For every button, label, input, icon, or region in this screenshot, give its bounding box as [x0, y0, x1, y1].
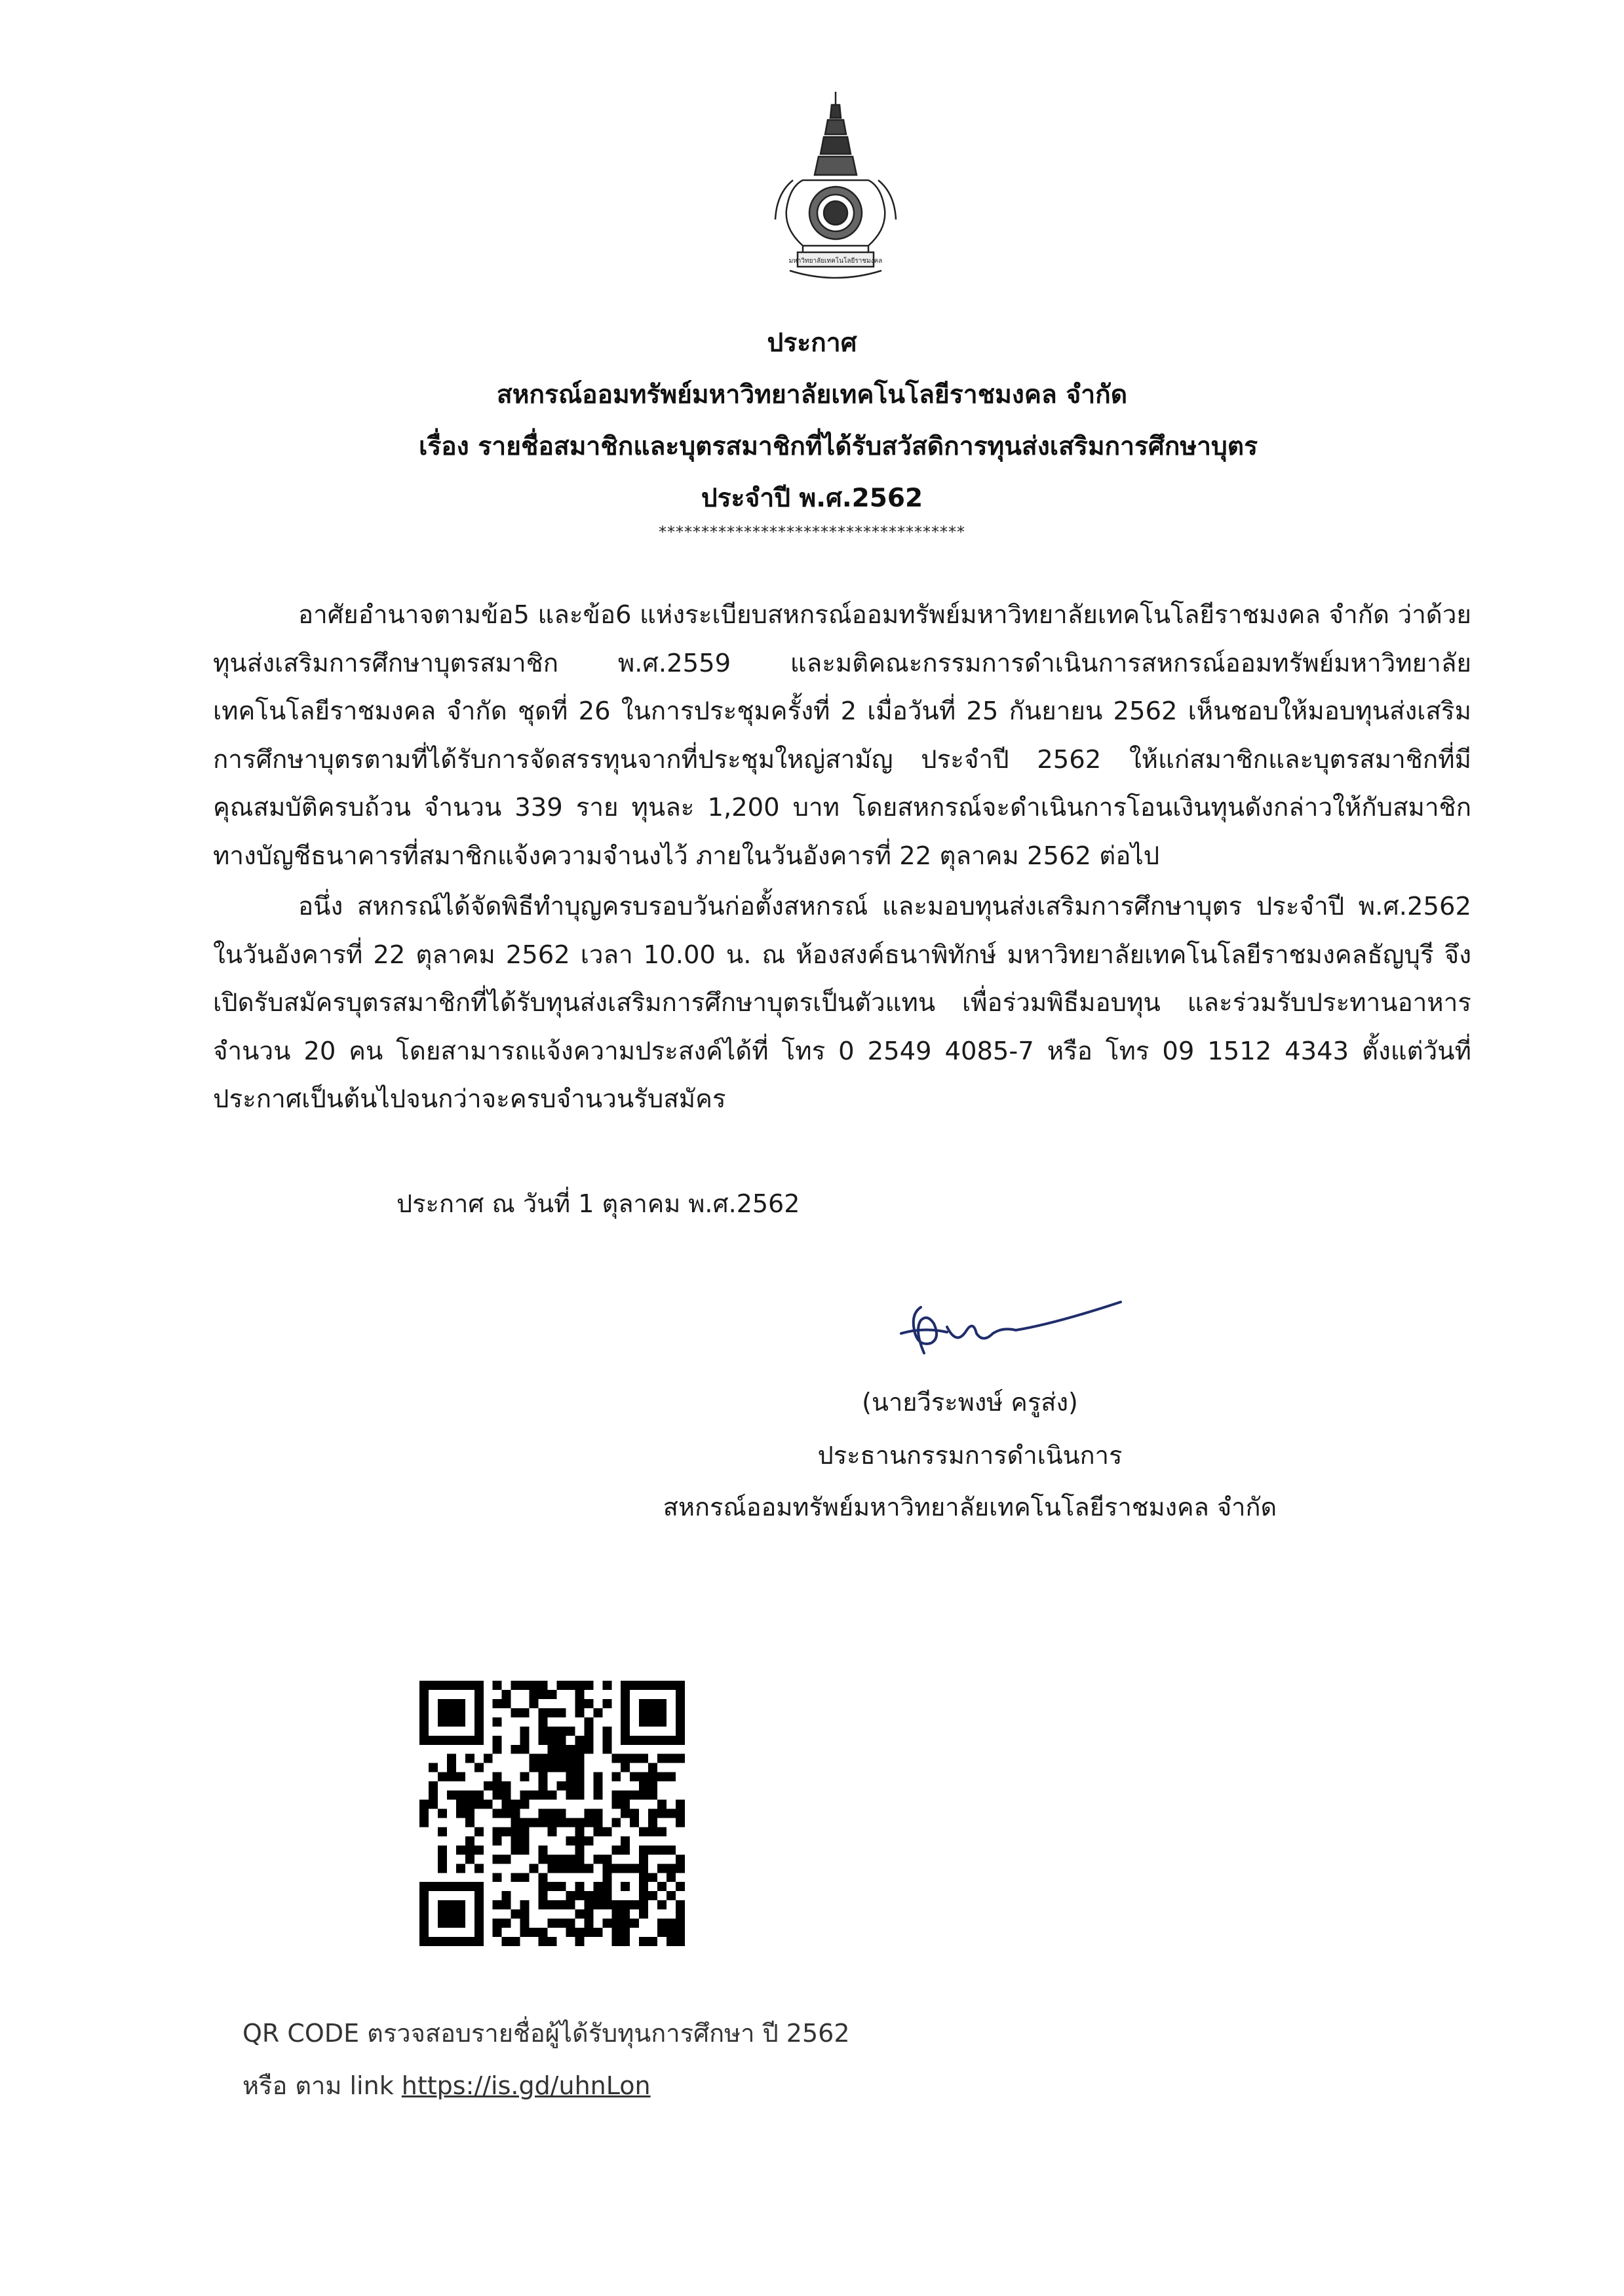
- signatory-name: (นายวีระพงษ์ ครูส่ง): [862, 1388, 1078, 1417]
- subject-line: เรื่อง รายชื่อสมาชิกและบุตรสมาชิกที่ได้รับสวัสดิการทุนส่งเสริมการศึกษาบุตร: [418, 432, 1258, 461]
- year-line: ประจำปี พ.ศ.2562: [701, 484, 923, 513]
- header-divider: ************************************: [659, 523, 965, 541]
- qr-link[interactable]: https://is.gd/uhnLon: [401, 2071, 651, 2100]
- body-paragraph-2: อนึ่ง สหกรณ์ได้จัดพิธีทำบุญครบรอบวันก่อตั้งสหกรณ์ และมอบทุนส่งเสริมการศึกษาบุตร ประจำปี พ.ศ.2562 ในวันอังคารที่ 22 ตุลาคม 2562 เวลา 10.00 น. ณ ห้องสงค์ธนาพิทักษ์ มหาวิทยาลัยเทคโนโลยีราชมงคลธัญบุรี จึงเปิดรับสมัครบุตรสมาชิกที่ได้รับทุนส่งเสริมการศึกษาบุตรเป็นตัวแทน เพื่อร่วมพิธีมอบทุน และร่วมรับประทานอาหาร จำนวน 20 คน โดยสามารถแจ้งความประสงค์ได้ที่ โทร 0 2549 4085-7 หรือ โทร 09 1512 4343 ตั้งแต่วันที่ประกาศเป็นต้นไปจนกว่าจะครบจำนวนรับสมัคร: [213, 892, 1471, 1114]
- qr-link-prefix: หรือ ตาม link: [242, 2071, 402, 2100]
- qr-code-icon: [419, 1681, 685, 1946]
- organization-name: สหกรณ์ออมทรัพย์มหาวิทยาลัยเทคโนโลยีราชมงคล จำกัด: [496, 380, 1128, 410]
- signatory-position: ประธานกรรมการดำเนินการ: [817, 1441, 1123, 1470]
- university-crest-icon: [764, 88, 908, 285]
- qr-link-line: [242, 2066, 651, 2105]
- signatory-organization: สหกรณ์ออมทรัพย์มหาวิทยาลัยเทคโนโลยีราชมงคล จำกัด: [663, 1493, 1277, 1521]
- handwritten-signature: [885, 1294, 1127, 1373]
- body-paragraph-1: อาศัยอำนาจตามข้อ5 และข้อ6 แห่งระเบียบสหกรณ์ออมทรัพย์มหาวิทยาลัยเทคโนโลยีราชมงคล จำกัด ว่าด้วยทุนส่งเสริมการศึกษาบุตรสมาชิก พ.ศ.2559 และมติคณะกรรมการดำเนินการสหกรณ์ออมทรัพย์มหาวิทยาลัยเทคโนโลยีราชมงคล จำกัด ชุดที่ 26 ในการประชุมครั้งที่ 2 เมื่อวันที่ 25 กันยายน 2562 เห็นชอบให้มอบทุนส่งเสริมการศึกษาบุตรตามที่ได้รับการจัดสรรทุนจากที่ประชุมใหญ่สามัญ ประจำปี 2562 ให้แก่สมาชิกและบุตรสมาชิกที่มีคุณสมบัติครบถ้วน จำนวน 339 ราย ทุนละ 1,200 บาท โดยสหกรณ์จะดำเนินการโอนเงินทุนดังกล่าวให้กับสมาชิกทางบัญชีธนาคารที่สมาชิกแจ้งความจำนงไว้ ภายในวันอังคารที่ 22 ตุลาคม 2562 ต่อไป: [213, 600, 1471, 871]
- qr-caption: QR CODE ตรวจสอบรายชื่อผู้ได้รับทุนการศึกษา ปี 2562: [242, 2019, 850, 2048]
- document-title: ประกาศ: [767, 328, 857, 358]
- svg-text:มหาวิทยาลัยเทคโนโลยีราชมงคล: มหาวิทยาลัยเทคโนโลยีราชมงคล: [788, 258, 883, 265]
- announcement-date: ประกาศ ณ วันที่ 1 ตุลาคม พ.ศ.2562: [396, 1189, 800, 1218]
